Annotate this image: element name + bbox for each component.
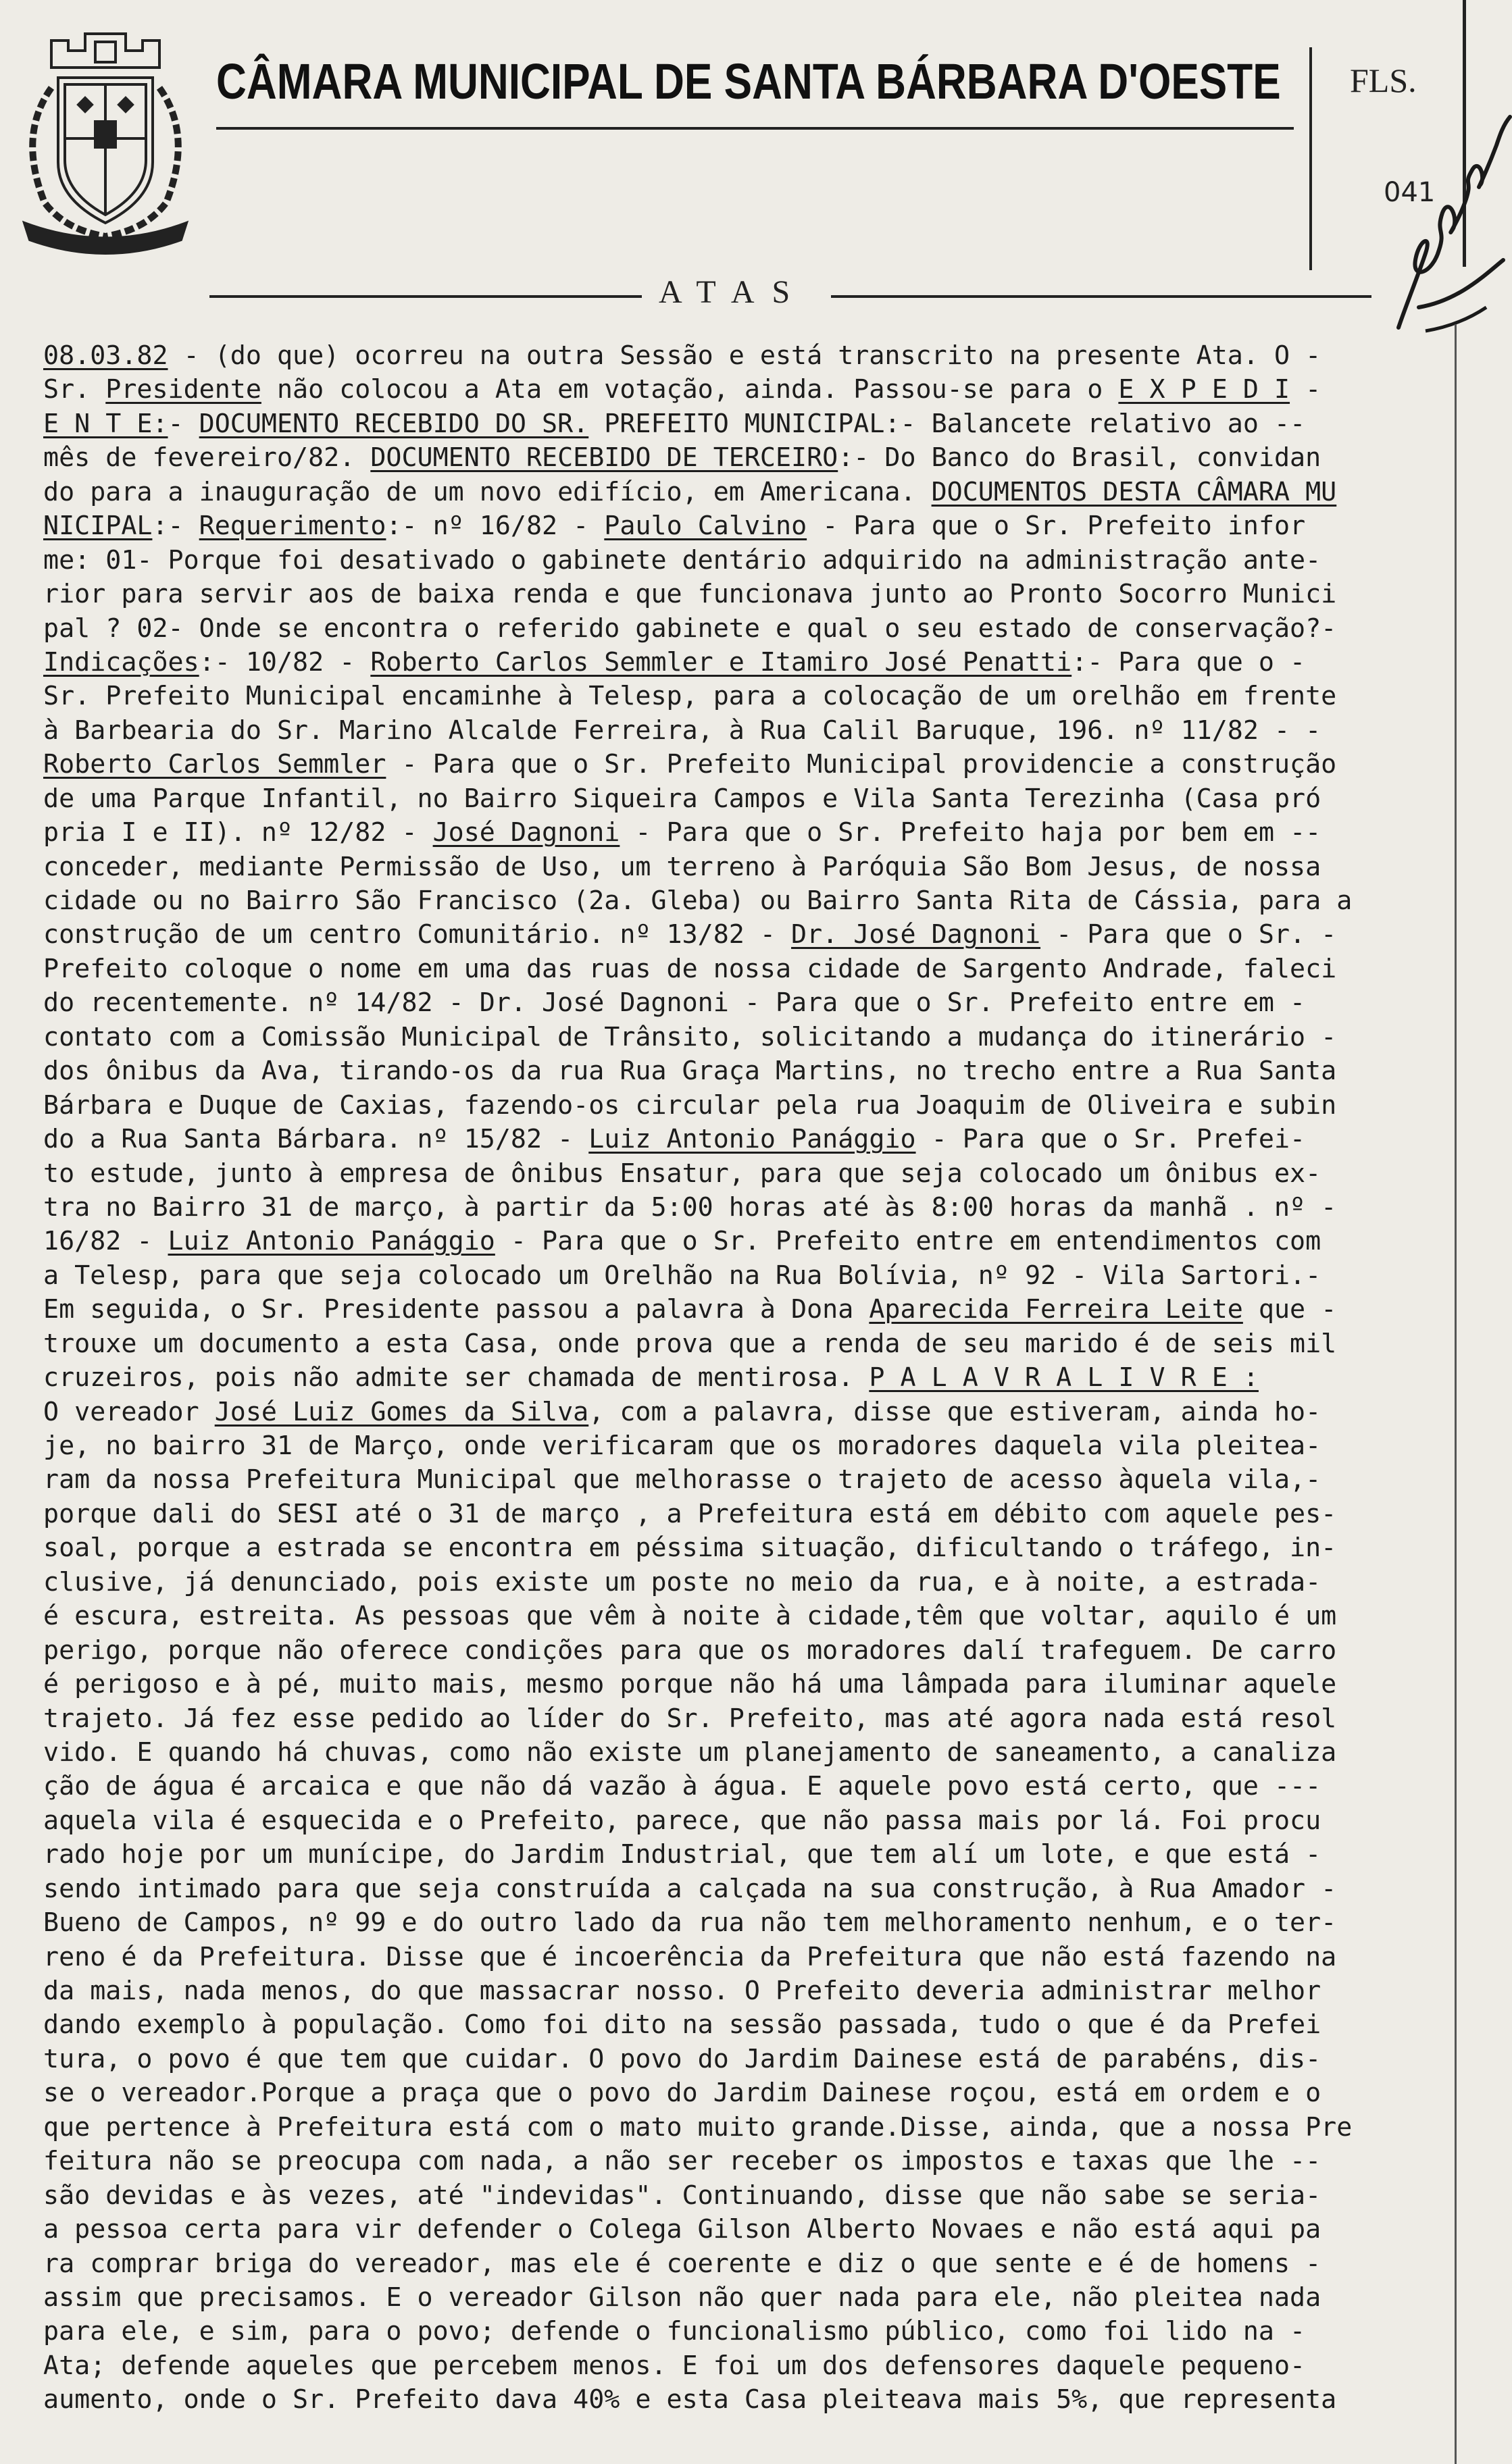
text-segment: dos ônibus da Ava, tirando-os da rua Rua Graça Martins, no trecho entre a Rua Santa (43, 1056, 1337, 1087)
text-line (43, 1736, 1448, 1770)
text-line (43, 1259, 1448, 1293)
municipal-coat-of-arms-icon (4, 20, 207, 257)
text-line (43, 2179, 1448, 2213)
text-line (43, 1123, 1448, 1156)
text-line (43, 2008, 1448, 2042)
text-line (43, 2349, 1448, 2383)
text-line (43, 1804, 1448, 1838)
text-segment: - (do que) ocorreu na outra Sessão e está transcrito na presente Ata. O - (168, 340, 1321, 371)
text-segment: pria I e II). nº 12/82 - (43, 817, 433, 848)
text-segment: - Para que o Sr. Prefeito haja por bem em -- (620, 817, 1321, 848)
text-segment: Bueno de Campos, nº 99 e do outro lado da rua não tem melhoramento nenhum, e o ter- (43, 1907, 1337, 1939)
text-line (43, 986, 1448, 1020)
text-segment: trajeto. Já fez esse pedido ao líder do Sr. Prefeito, mas até agora nada está resol (43, 1703, 1337, 1734)
text-segment: - Para que o Sr. Prefei- (915, 1124, 1306, 1155)
text-line (43, 1872, 1448, 1906)
text-line (43, 1566, 1448, 1599)
text-segment: , com a palavra, disse que estiveram, ainda ho- (588, 1396, 1321, 1427)
text-segment: :- Para que o - (1072, 646, 1306, 677)
text-line (43, 1157, 1448, 1191)
text-line (43, 2383, 1448, 2417)
text-line (43, 1429, 1448, 1463)
text-segment: PREFEITO MUNICIPAL:- Balancete relativo ao -- (588, 408, 1306, 439)
underlined-text: Aparecida Ferreira Leite (869, 1294, 1243, 1325)
text-segment: - Para que o Sr. Prefeito entre em entendimentos com (495, 1226, 1321, 1257)
text-segment: 16/82 - (43, 1226, 168, 1257)
text-line (43, 816, 1448, 850)
text-segment: à Barbearia do Sr. Marino Alcalde Ferreira, à Rua Calil Baruque, 196. nº 11/82 - - (43, 715, 1321, 746)
text-segment: soal, porque a estrada se encontra em péssima situação, dificultando o tráfego, in- (43, 1533, 1337, 1564)
text-segment: aquela vila é esquecida e o Prefeito, parece, que não passa mais por lá. Foi procu (43, 1805, 1321, 1836)
underlined-text: Luiz Antonio Panággio (168, 1226, 495, 1257)
text-segment: Sr. Prefeito Municipal encaminhe à Telesp, para a colocação de um orelhão em frente (43, 681, 1337, 712)
text-line (43, 2043, 1448, 2076)
folio-number: 041 (1384, 177, 1436, 208)
text-line (43, 1906, 1448, 1940)
text-segment: feitura não se preocupa com nada, a não ser receber os impostos e taxas que lhe -- (43, 2146, 1321, 2177)
text-segment: - Para que o Sr. - (1040, 919, 1337, 950)
text-segment: aumento, onde o Sr. Prefeito dava 40% e esta Casa pleiteava mais 5%, que representa (43, 2384, 1337, 2415)
text-line (43, 952, 1448, 986)
text-line (43, 1395, 1448, 1429)
text-segment: assim que precisamos. E o vereador Gilson não quer nada para ele, não pleitea nada (43, 2282, 1321, 2313)
text-segment: Bárbara e Duque de Caxias, fazendo-os circular pela rua Joaquim de Oliveira e subin (43, 1089, 1337, 1121)
section-rule-left (209, 295, 642, 298)
text-line (43, 1531, 1448, 1565)
text-line (43, 850, 1448, 884)
underlined-text: Dr. José Dagnoni (791, 919, 1041, 950)
text-segment: Sr. (43, 374, 106, 405)
underlined-text: DOCUMENTO RECEBIDO DE TERCEIRO (370, 442, 838, 473)
text-segment: Em seguida, o Sr. Presidente passou a palavra à Dona (43, 1294, 870, 1325)
text-line (43, 578, 1448, 611)
text-line (43, 2281, 1448, 2315)
underlined-text: E N T E: (43, 408, 168, 439)
text-line (43, 1089, 1448, 1123)
text-line (43, 782, 1448, 816)
text-segment: se o vereador.Porque a praça que o povo do Jardim Dainese roçou, está em ordem e o (43, 2078, 1321, 2109)
underlined-text: 08.03.82 (43, 340, 168, 371)
text-segment: conceder, mediante Permissão de Uso, um terreno à Paróquia São Bom Jesus, de nossa (43, 851, 1321, 882)
text-segment: vido. E quando há chuvas, como não existe um planejamento de saneamento, a canaliza (43, 1737, 1337, 1768)
handwritten-signature-icon (1378, 105, 1512, 355)
text-line (43, 1021, 1448, 1054)
text-line (43, 2213, 1448, 2247)
text-line (43, 2315, 1448, 2348)
text-line (43, 1599, 1448, 1633)
text-line (43, 918, 1448, 952)
underlined-text: Roberto Carlos Semmler e Itamiro José Penatti (370, 646, 1072, 677)
text-line (43, 1941, 1448, 1974)
text-line (43, 441, 1448, 475)
text-segment: a pessoa certa para vir defender o Colega Gilson Alberto Novaes e não está aqui pa (43, 2214, 1321, 2245)
text-segment: construção de um centro Comunitário. nº 13/82 - (43, 919, 792, 950)
text-segment: tra no Bairro 31 de março, à partir da 5:00 horas até às 8:00 horas da manhã . nº - (43, 1191, 1337, 1223)
text-segment: clusive, já denunciado, pois existe um poste no meio da rua, e à noite, a estrada- (43, 1566, 1321, 1597)
letterhead-rule (216, 127, 1294, 130)
text-segment: reno é da Prefeitura. Disse que é incoerência da Prefeitura que não está fazendo na (43, 1941, 1337, 1972)
underlined-text: Presidente (105, 374, 261, 405)
text-line (43, 1702, 1448, 1736)
folio-label: FLS. (1350, 61, 1417, 99)
text-line (43, 748, 1448, 781)
underlined-text: DOCUMENTO RECEBIDO DO SR. (199, 408, 589, 439)
text-segment: to estude, junto à empresa de ônibus Ensatur, para que seja colocado um ônibus ex- (43, 1158, 1321, 1189)
text-segment: ção de água é arcaica e que não dá vazão à água. E aquele povo está certo, que --- (43, 1771, 1321, 1802)
text-segment: :- 10/82 - (199, 646, 371, 677)
text-line (43, 679, 1448, 713)
underlined-text: DOCUMENTOS DESTA CÂMARA MU (931, 476, 1337, 507)
section-rule-right (831, 295, 1371, 298)
text-segment: porque dali do SESI até o 31 de março , a Prefeitura está em débito com aquele pes- (43, 1498, 1337, 1529)
text-segment: que pertence à Prefeitura está com o mato muito grande.Disse, ainda, que a nossa Pre (43, 2111, 1353, 2142)
text-line (43, 2145, 1448, 2178)
text-line (43, 2076, 1448, 2110)
text-segment: são devidas e às vezes, até "indevidas". Continuando, disse que não sabe se seria- (43, 2180, 1321, 2211)
text-segment: tura, o povo é que tem que cuidar. O povo do Jardim Dainese está de parabéns, dis- (43, 2043, 1321, 2074)
section-title: ATAS (659, 274, 808, 310)
text-segment: cruzeiros, pois não admite ser chamada de mentirosa. (43, 1362, 870, 1393)
letterhead-divider (1309, 47, 1312, 270)
text-segment: que - (1242, 1294, 1337, 1325)
text-segment: a Telesp, para que seja colocado um Orelhão na Rua Bolívia, nº 92 - Vila Sartori.- (43, 1260, 1321, 1291)
text-line (43, 1634, 1448, 1668)
text-segment: - Para que o Sr. Prefeito Municipal providencie a construção (386, 749, 1337, 780)
underlined-text: NICIPAL (43, 511, 153, 542)
text-line (43, 1293, 1448, 1327)
text-segment: contato com a Comissão Municipal de Trânsito, solicitando a mudança do itinerário - (43, 1021, 1337, 1052)
text-line (43, 1361, 1448, 1395)
text-segment: ram da nossa Prefeitura Municipal que melhorasse o trajeto de acesso àquela vila,- (43, 1464, 1321, 1495)
text-line (43, 1054, 1448, 1088)
underlined-text: Indicações (43, 646, 199, 677)
text-segment: - (1290, 374, 1321, 405)
text-segment: sendo intimado para que seja construída a calçada na sua construção, à Rua Amador - (43, 1873, 1337, 1904)
text-segment: rado hoje por um munícipe, do Jardim Industrial, que tem alí um lote, e que está - (43, 1839, 1321, 1870)
text-segment: ra comprar briga do vereador, mas ele é coerente e diz o que sente e é de homens - (43, 2248, 1321, 2279)
text-line (43, 612, 1448, 646)
text-segment: je, no bairro 31 de Março, onde verificaram que os moradores daquela vila pleitea- (43, 1431, 1321, 1461)
text-line (43, 714, 1448, 748)
text-line (43, 646, 1448, 679)
text-segment: Prefeito coloque o nome em uma das ruas de nossa cidade de Sargento Andrade, faleci (43, 953, 1337, 984)
text-segment: :- Do Banco do Brasil, convidan (838, 442, 1321, 473)
text-segment: da mais, nada menos, do que massacrar nosso. O Prefeito deveria administrar melhor (43, 1976, 1321, 2006)
underlined-text: P A L A V R A L I V R E : (869, 1362, 1259, 1393)
text-segment: pal ? 02- Onde se encontra o referido gabinete e qual o seu estado de conservação?- (43, 613, 1337, 644)
text-segment: do a Rua Santa Bárbara. nº 15/82 - (43, 1124, 589, 1155)
underlined-text: Luiz Antonio Panággio (588, 1124, 916, 1155)
minutes-body-text (43, 339, 1455, 2417)
text-line (43, 2111, 1448, 2145)
text-segment: é escura, estreita. As pessoas que vêm à noite à cidade,têm que voltar, aquilo é um (43, 1601, 1337, 1632)
underlined-text: José Luiz Gomes da Silva (214, 1396, 589, 1427)
text-line (43, 1225, 1448, 1258)
text-segment: perigo, porque não oferece condições para que os moradores dalí trafeguem. De carro (43, 1635, 1337, 1666)
right-margin-rule (1455, 324, 1457, 2464)
text-line (43, 1668, 1448, 1701)
text-line (43, 509, 1448, 543)
text-line (43, 476, 1448, 509)
underlined-text: Requerimento (199, 511, 386, 542)
text-segment: trouxe um documento a esta Casa, onde prova que a renda de seu marido é de seis mil (43, 1328, 1337, 1359)
text-line (43, 1327, 1448, 1361)
text-segment: O vereador (43, 1396, 215, 1427)
text-segment: rior para servir aos de baixa renda e que funcionava junto ao Pronto Socorro Munici (43, 579, 1337, 610)
text-line (43, 1463, 1448, 1497)
underlined-text: E X P E D I (1118, 374, 1290, 405)
text-segment: cidade ou no Bairro São Francisco (2a. Gleba) ou Bairro Santa Rita de Cássia, para a (43, 886, 1353, 916)
text-segment: é perigoso e à pé, muito mais, mesmo porque não há uma lâmpada para iluminar aquele (43, 1669, 1337, 1700)
underlined-text: José Dagnoni (432, 817, 620, 848)
underlined-text: Paulo Calvino (604, 511, 807, 542)
letterhead-title: CÂMARA MUNICIPAL DE SANTA BÁRBARA D'OESTE (216, 53, 1281, 109)
text-segment: mês de fevereiro/82. (43, 442, 371, 473)
text-line (43, 2247, 1448, 2281)
text-segment: :- nº 16/82 - (386, 511, 605, 542)
text-segment: :- (152, 511, 199, 542)
text-segment: dando exemplo à população. Como foi dito na sessão passada, tudo o que é da Prefei (43, 2009, 1321, 2040)
text-segment: - Para que o Sr. Prefeito infor (807, 511, 1306, 542)
text-segment: de uma Parque Infantil, no Bairro Siqueira Campos e Vila Santa Terezinha (Casa pró (43, 783, 1321, 814)
text-line (43, 544, 1448, 578)
text-line (43, 373, 1448, 407)
text-segment: não colocou a Ata em votação, ainda. Passou-se para o (261, 374, 1119, 405)
text-line (43, 407, 1448, 441)
underlined-text: Roberto Carlos Semmler (43, 749, 386, 780)
text-line (43, 1838, 1448, 1872)
text-segment: - (168, 408, 199, 439)
text-line (43, 1974, 1448, 2008)
text-segment: me: 01- Porque foi desativado o gabinete dentário adquirido na administração ante- (43, 544, 1321, 575)
text-segment: do recentemente. nº 14/82 - Dr. José Dagnoni - Para que o Sr. Prefeito entre em - (43, 987, 1306, 1019)
text-line (43, 339, 1448, 373)
text-segment: para ele, e sim, para o povo; defende o funcionalismo público, como foi lido na - (43, 2316, 1306, 2347)
text-line (43, 1770, 1448, 1803)
text-segment: Ata; defende aqueles que percebem menos. E foi um dos defensores daquele pequeno- (43, 2350, 1306, 2381)
text-line (43, 1191, 1448, 1225)
text-line (43, 1497, 1448, 1531)
text-segment: do para a inauguração de um novo edifício, em Americana. (43, 476, 932, 507)
text-line (43, 884, 1448, 918)
